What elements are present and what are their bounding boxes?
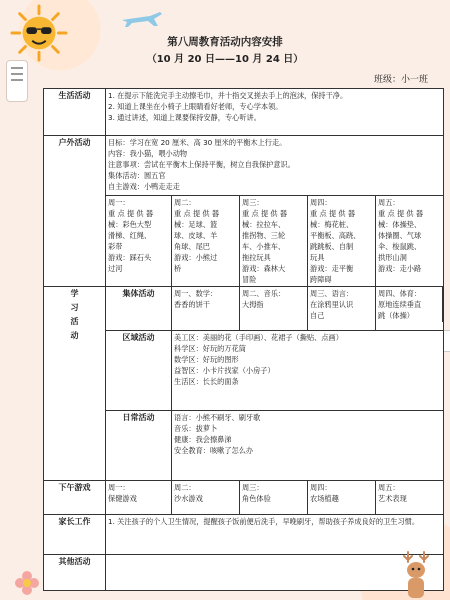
cell-line: 周五： <box>378 198 400 207</box>
cell-line: 1. 关注孩子的个人卫生情况，提醒孩子饭前便后洗手，早晚刷牙，帮助孩子养成良好的卫生习惯。 <box>108 517 420 526</box>
cell-line: 自己 <box>310 311 325 320</box>
cell-line: 拱形山洞 <box>378 253 407 262</box>
deer-icon <box>396 548 436 598</box>
outdoor-day-tue <box>172 196 240 287</box>
cell-line: 平衡板、高跷、 <box>310 231 361 240</box>
page-title: 第八周教育活动内容安排 <box>167 36 283 48</box>
daily-activity-label: 日常活动 <box>106 411 172 481</box>
other-row <box>44 555 444 591</box>
cell-line: 冒险 <box>242 275 257 284</box>
cell-line: 滑梯、红绳、 <box>108 231 152 240</box>
cell-line: 球、皮球、羊 <box>174 231 218 240</box>
cell-line: 周一： <box>108 198 130 207</box>
cell-line: 械：拉拉车、 <box>242 220 286 229</box>
outdoor-line: 注意事项：尝试在平衡木上保持平衡，树立自我保护意识。 <box>108 160 295 169</box>
cell-line: 数学区：好玩的图形 <box>174 355 239 364</box>
afternoon-day-tue <box>172 481 240 515</box>
label-char: 活 <box>70 317 79 326</box>
life-content <box>106 89 444 136</box>
learning-vertical-label <box>44 287 105 343</box>
cell-line: 跳跳板、自制 <box>310 242 354 251</box>
area-activity-content <box>172 331 444 411</box>
label-char: 学 <box>70 289 79 298</box>
outdoor-day-wed <box>240 196 308 287</box>
outdoor-line: 内容：我小猫，喂小动物 <box>108 149 188 158</box>
afternoon-day-wed <box>240 481 308 515</box>
cell-line: 周三、语言： <box>310 289 354 298</box>
cell-line: 游戏：踩石头 <box>108 253 152 262</box>
cell-line: 玩具 <box>310 253 325 262</box>
cell-line: 推拐物、三轮 <box>242 231 286 240</box>
cell-line: 车、小推车、 <box>242 242 286 251</box>
outdoor-day-thu <box>308 196 376 287</box>
group-activity-label: 集体活动 <box>106 287 172 331</box>
cell-line: 在涂鸦里认识 <box>310 300 354 309</box>
afternoon-day-thu <box>308 481 376 515</box>
class-label: 班级：小一班 <box>373 75 428 85</box>
cell-line: 语言：小熊不刷牙、刷牙歌 <box>174 413 261 422</box>
cell-line: 角球、尾巴 <box>174 242 210 251</box>
cell-line: 桥 <box>174 264 182 273</box>
cell-line: 大拇指 <box>242 300 264 309</box>
cell-line: 艺术表现 <box>378 494 407 503</box>
cell-line: 保健游戏 <box>108 494 137 503</box>
afternoon-day-mon <box>106 481 172 515</box>
cell-line: 拖拉玩具 <box>242 253 271 262</box>
cell-line: 安全教育：咳嗽了怎么办 <box>174 446 254 455</box>
flower-icon <box>12 568 42 598</box>
cell-line: 游戏：走平衡 <box>310 264 354 273</box>
outdoor-line: 自主游戏：小鸭走走走 <box>108 182 180 191</box>
life-item: 3. 通过讲述，知道上课要保持安静，专心听讲。 <box>108 113 261 122</box>
cell-line: 美工区：美丽的花（手印画）、花裙子（撕贴、点画） <box>174 333 343 342</box>
other-label: 其他活动 <box>44 555 106 591</box>
cell-line: 游戏：走小路 <box>378 264 422 273</box>
menu-icon[interactable] <box>6 60 28 102</box>
group-thu-fri-split <box>376 287 443 322</box>
group-day-thu-fri <box>376 287 444 331</box>
cell-line: 周四、体育： <box>378 289 422 298</box>
cell-line: 游戏：小熊过 <box>174 253 218 262</box>
cell-line: 健康：我会擦鼻涕 <box>174 435 232 444</box>
group-day-mon <box>172 287 240 331</box>
outdoor-label: 户外活动 <box>44 136 106 287</box>
group-day-wed <box>308 287 376 331</box>
cell-line: 周三： <box>242 483 264 492</box>
cell-line: 体操圈、气球 <box>378 231 422 240</box>
life-item: 2. 知道上课坐在小椅子上眼睛看好老师，专心学本领。 <box>108 102 283 111</box>
group-day-tue <box>240 287 308 331</box>
cell-line: 原地连续垂直 <box>378 300 422 309</box>
cell-line: 伞、梭鼠跳、 <box>378 242 422 251</box>
cell-line: 游戏：森林大 <box>242 264 286 273</box>
cell-line: 周五： <box>378 483 400 492</box>
cell-line: 角色体验 <box>242 494 271 503</box>
learning-label-split <box>44 287 105 343</box>
outdoor-goals <box>106 136 444 196</box>
cell-line: 沙水游戏 <box>174 494 203 503</box>
cell-line: 生活区：长长的面条 <box>174 377 239 386</box>
cell-line: 周二、音乐： <box>242 289 286 298</box>
cell-line: 械：彩色大型 <box>108 220 152 229</box>
cell-line: 科学区：好玩的万花筒 <box>174 344 246 353</box>
parent-label: 家长工作 <box>44 515 106 555</box>
cell-line: 重 点 提 供 器 <box>242 209 288 218</box>
outdoor-line: 目标：学习在宽 20 厘米、高 30 厘米的平衡木上行走。 <box>108 138 287 147</box>
life-label: 生活活动 <box>44 89 106 136</box>
cell-line: 械：梅花桩、 <box>310 220 354 229</box>
other-content <box>106 555 444 591</box>
cell-line: 农场植趣 <box>310 494 339 503</box>
parent-content <box>106 515 444 555</box>
cell-line: 重 点 提 供 器 <box>108 209 154 218</box>
outdoor-day-mon <box>106 196 172 287</box>
airplane-icon <box>120 8 164 30</box>
cell-line: 周一、数学： <box>174 289 218 298</box>
group-day-thu <box>376 287 443 322</box>
label-char: 动 <box>70 331 79 340</box>
outdoor-line: 集体活动：圆五官 <box>108 171 166 180</box>
cell-line: 重 点 提 供 器 <box>174 209 220 218</box>
date-range: （10 月 20 日——10 月 24 日） <box>146 54 304 65</box>
daily-activity-content <box>172 411 444 481</box>
cell-line: 械：足球、篮 <box>174 220 218 229</box>
cell-line: 周四： <box>310 198 332 207</box>
cell-line: 香香的饼干 <box>174 300 210 309</box>
cell-line: 跳（体操） <box>378 311 414 320</box>
parent-row <box>44 515 444 555</box>
cell-line: 周二： <box>174 198 196 207</box>
cell-line: 彩带 <box>108 242 123 251</box>
afternoon-day-fri <box>376 481 444 515</box>
cell-line: 跨障碍 <box>310 275 332 284</box>
cell-line: 周二： <box>174 483 196 492</box>
weekly-plan-table <box>43 88 444 591</box>
cell-line: 重 点 提 供 器 <box>378 209 424 218</box>
cell-line: 过河 <box>108 264 123 273</box>
life-row <box>44 89 444 136</box>
cell-line: 周三： <box>242 198 264 207</box>
cell-line: 周四： <box>310 483 332 492</box>
afternoon-row <box>44 481 444 515</box>
label-char: 习 <box>70 303 79 312</box>
life-item: 1. 在提示下能洗完手主动擦毛巾，并十指交叉搓去手上的泡沫，保持干净。 <box>108 91 348 100</box>
cell-line: 重 点 提 供 器 <box>310 209 356 218</box>
learning-label <box>44 287 106 481</box>
cell-line: 周一： <box>108 483 130 492</box>
cell-line: 音乐：拔萝卜 <box>174 424 218 433</box>
cell-line: 械：体操垫、 <box>378 220 422 229</box>
outdoor-top-row <box>44 136 444 196</box>
outdoor-day-fri <box>376 196 444 287</box>
afternoon-label: 下午游戏 <box>44 481 106 515</box>
area-activity-label: 区域活动 <box>106 331 172 411</box>
cell-line: 益智区：小卡片找家（小房子） <box>174 366 275 375</box>
group-activity-row <box>44 287 444 331</box>
